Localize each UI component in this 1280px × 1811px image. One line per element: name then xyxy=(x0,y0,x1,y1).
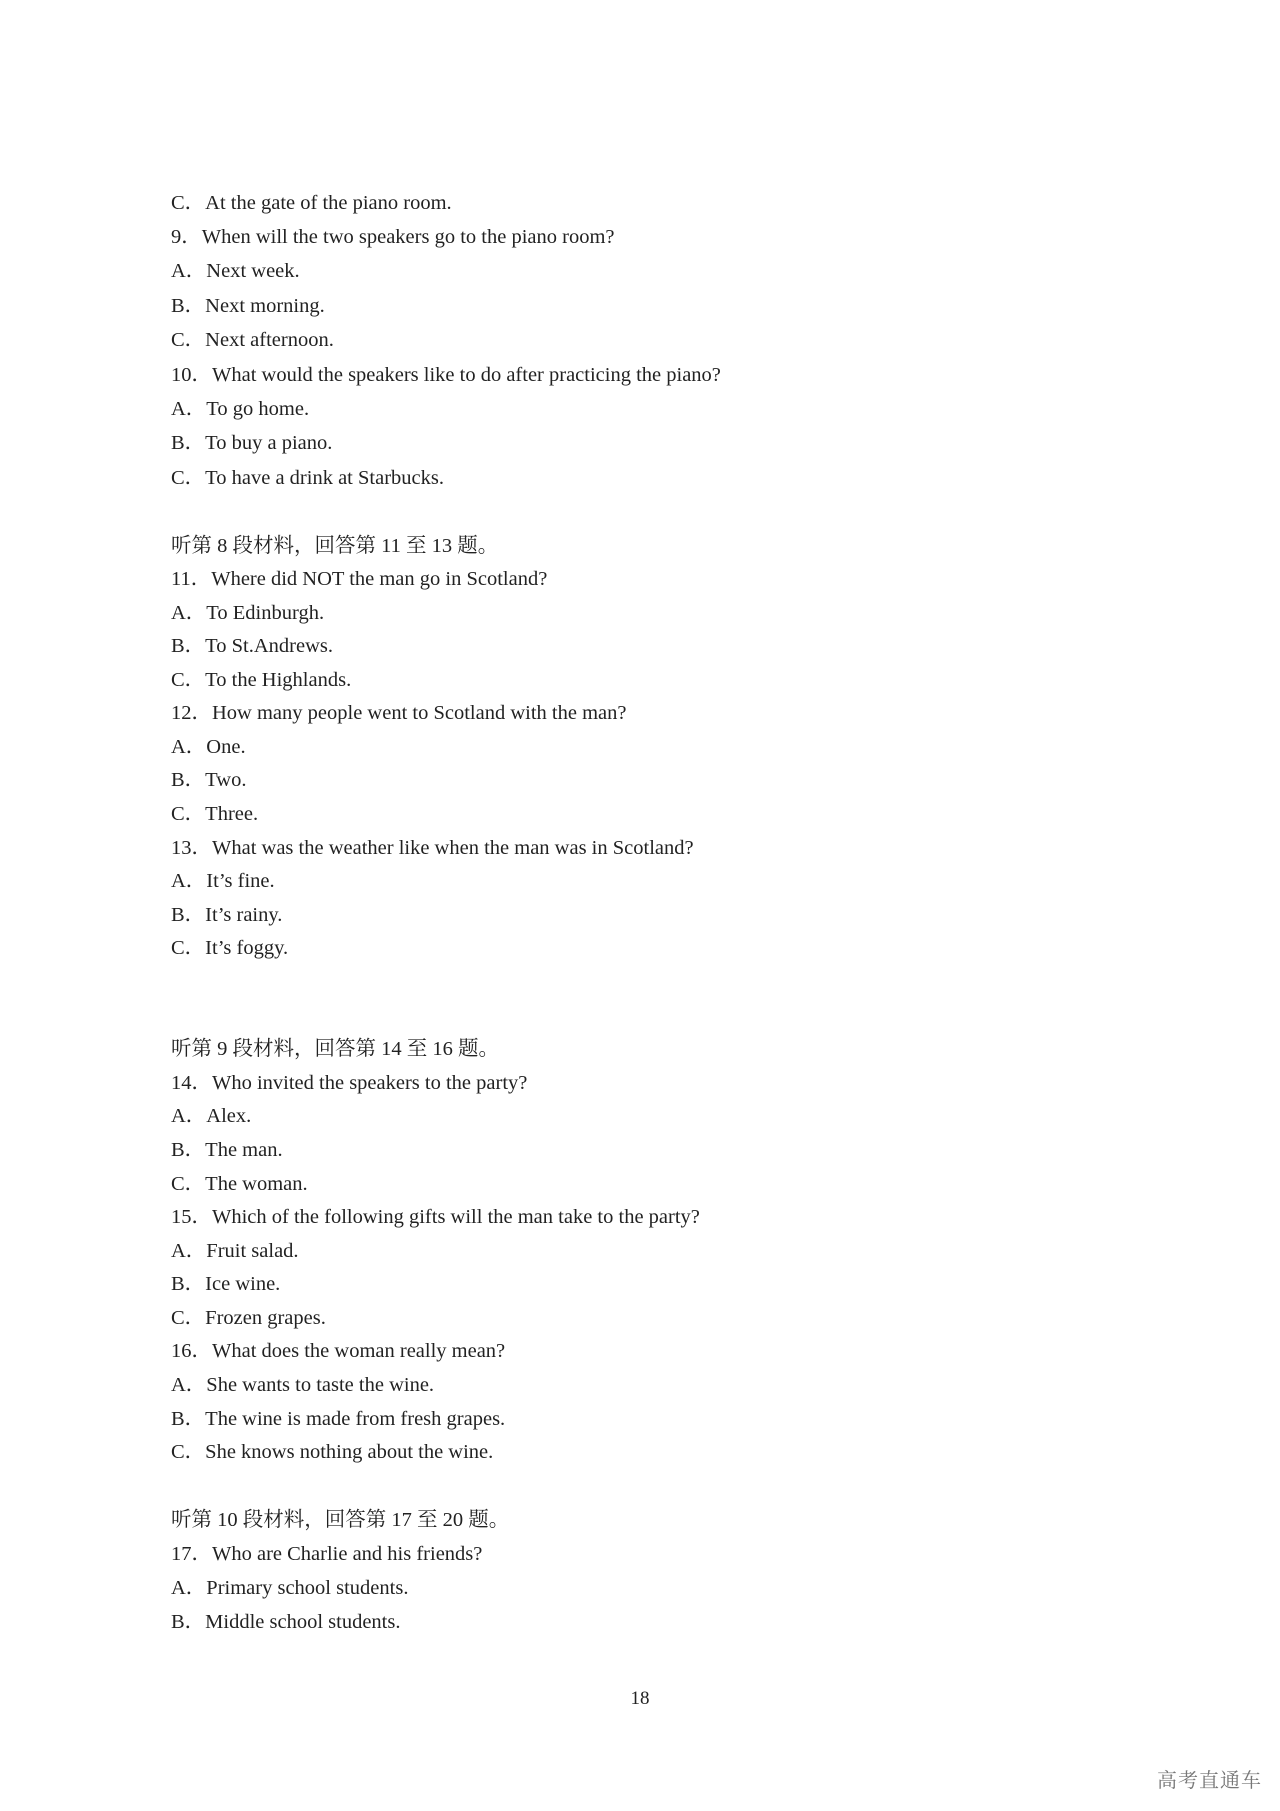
option-line: C．Frozen grapes. xyxy=(171,1307,326,1329)
option-line: B．Middle school students. xyxy=(171,1611,401,1633)
question-line: 10．What would the speakers like to do after practicing the piano? xyxy=(171,364,721,386)
option-line: C．To the Highlands. xyxy=(171,669,352,691)
option-line: B．Two. xyxy=(171,769,247,791)
question-line: 13．What was the weather like when the man was in Scotland? xyxy=(171,837,694,859)
option-line: C．Three. xyxy=(171,803,259,825)
option-line: A．She wants to taste the wine. xyxy=(171,1374,435,1396)
option-line: A．Next week. xyxy=(171,260,300,282)
question-line: 17．Who are Charlie and his friends? xyxy=(171,1543,483,1565)
option-line: C．To have a drink at Starbucks. xyxy=(171,467,444,489)
question-line: 15．Which of the following gifts will the man take to the party? xyxy=(171,1206,700,1228)
option-line: B．Next morning. xyxy=(171,295,325,317)
option-line: B．To St.Andrews. xyxy=(171,635,333,657)
option-line: A．Primary school students. xyxy=(171,1577,409,1599)
option-line: A．To Edinburgh. xyxy=(171,602,325,624)
question-line: 14．Who invited the speakers to the party? xyxy=(171,1072,528,1094)
option-line: B．The wine is made from fresh grapes. xyxy=(171,1408,506,1430)
question-line: 16．What does the woman really mean? xyxy=(171,1340,506,1362)
option-line: A．Alex. xyxy=(171,1105,252,1127)
option-line: C．It’s foggy. xyxy=(171,937,289,959)
option-line: C．Next afternoon. xyxy=(171,329,334,351)
page-number: 18 xyxy=(630,1688,650,1709)
question-line: 11．Where did NOT the man go in Scotland? xyxy=(171,568,548,590)
watermark: 高考直通车 xyxy=(1157,1768,1262,1792)
option-line: A．It’s fine. xyxy=(171,870,275,892)
option-line: B．It’s rainy. xyxy=(171,904,283,926)
option-line: C．The woman. xyxy=(171,1173,308,1195)
option-line: A．Fruit salad. xyxy=(171,1240,299,1262)
option-line: C．She knows nothing about the wine. xyxy=(171,1441,494,1463)
question-line: 12．How many people went to Scotland with the man? xyxy=(171,702,627,724)
section-instruction: 听第 9 段材料，回答第 14 至 16 题。 xyxy=(171,1038,499,1060)
section-instruction: 听第 10 段材料，回答第 17 至 20 题。 xyxy=(171,1509,510,1531)
option-line: B．The man. xyxy=(171,1139,283,1161)
option-line: B．Ice wine. xyxy=(171,1273,281,1295)
question-line: 9．When will the two speakers go to the piano room? xyxy=(171,226,615,248)
section-instruction: 听第 8 段材料，回答第 11 至 13 题。 xyxy=(171,535,499,557)
option-line: A．To go home. xyxy=(171,398,310,420)
option-line: B．To buy a piano. xyxy=(171,432,333,454)
option-line: C．At the gate of the piano room. xyxy=(171,192,452,214)
option-line: A．One. xyxy=(171,736,246,758)
